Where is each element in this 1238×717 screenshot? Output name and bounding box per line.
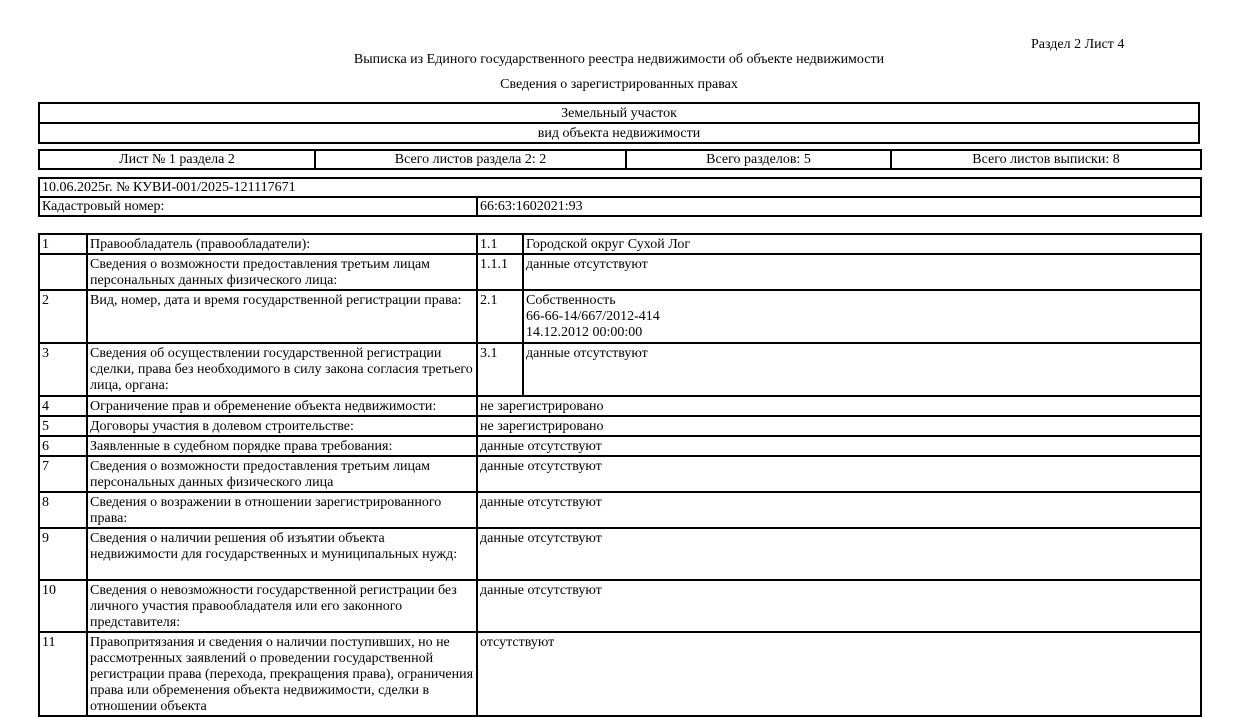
document-subtitle: Сведения о зарегистрированных правах xyxy=(500,77,738,92)
row-number: 2 xyxy=(39,290,87,343)
row-label: Сведения о возражении в отношении зарегистрированного права: xyxy=(87,492,477,528)
row-value: данные отсутствуют xyxy=(477,528,1201,580)
row-subnumber: 1.1.1 xyxy=(477,254,523,290)
registration-number: 66-66-14/667/2012-414 xyxy=(526,309,660,324)
cadastral-label: Кадастровый номер: xyxy=(39,197,477,216)
row-label: Сведения о наличии решения об изъятии объекта недвижимости для государственных и муниципальных нужд: xyxy=(87,528,477,580)
row-number xyxy=(39,254,87,290)
table-row xyxy=(39,528,1201,580)
right-type: Собственность xyxy=(526,293,616,308)
row-subnumber: 2.1 xyxy=(477,290,523,343)
total-sections: Всего разделов: 5 xyxy=(626,150,891,169)
cadastral-number: 66:63:1602021:93 xyxy=(477,197,1201,216)
table-row xyxy=(39,254,1201,290)
row-number: 11 xyxy=(39,632,87,716)
row-label: Сведения об осуществлении государственной регистрации сделки, права без необходимого в силу закона согласия третьего лица, органа: xyxy=(87,343,477,396)
total-section-sheets: Всего листов раздела 2: 2 xyxy=(315,150,626,169)
sheet-number: Лист № 1 раздела 2 xyxy=(39,150,315,169)
row-number: 1 xyxy=(39,234,87,254)
table-row xyxy=(39,436,1201,456)
registration-datetime: 14.12.2012 00:00:00 xyxy=(526,325,643,340)
cadastral-table xyxy=(38,177,1202,217)
row-label: Сведения о возможности предоставления третьим лицам персональных данных физического лица: xyxy=(87,254,477,290)
row-value: данные отсутствуют xyxy=(477,492,1201,528)
row-value: данные отсутствуют xyxy=(477,580,1201,632)
row-label: Сведения о невозможности государственной регистрации без личного участия правообладателя или его законного представителя: xyxy=(87,580,477,632)
object-type-table xyxy=(38,102,1200,144)
table-row xyxy=(39,456,1201,492)
sheets-info-table xyxy=(38,149,1202,170)
row-subnumber: 1.1 xyxy=(477,234,523,254)
row-value: Городской округ Сухой Лог xyxy=(523,234,1201,254)
row-label: Ограничение прав и обременение объекта недвижимости: xyxy=(87,396,477,416)
table-row xyxy=(39,343,1201,396)
row-value: отсутствуют xyxy=(477,632,1201,716)
row-label: Правопритязания и сведения о наличии поступивших, но не рассмотренных заявлений о проведении государственной регистрации права (перехода, прекращения права), ограничения права или обременения объекта недвижимости, сделки в отношении объекта xyxy=(87,632,477,716)
row-number: 4 xyxy=(39,396,87,416)
row-label: Правообладатель (правообладатели): xyxy=(87,234,477,254)
row-number: 9 xyxy=(39,528,87,580)
section-sheet-label: Раздел 2 Лист 4 xyxy=(1031,37,1125,52)
row-value: данные отсутствуют xyxy=(523,343,1201,396)
row-subnumber: 3.1 xyxy=(477,343,523,396)
object-kind-label: вид объекта недвижимости xyxy=(39,123,1199,143)
table-row xyxy=(39,396,1201,416)
table-row xyxy=(39,290,1201,343)
row-number: 7 xyxy=(39,456,87,492)
row-value: данные отсутствуют xyxy=(477,436,1201,456)
object-name: Земельный участок xyxy=(39,103,1199,123)
date-number: 10.06.2025г. № КУВИ-001/2025-121117671 xyxy=(39,178,1201,197)
row-number: 8 xyxy=(39,492,87,528)
table-row xyxy=(39,416,1201,436)
total-extract-sheets: Всего листов выписки: 8 xyxy=(891,150,1201,169)
rights-table xyxy=(38,233,1202,717)
row-number: 3 xyxy=(39,343,87,396)
table-row xyxy=(39,632,1201,716)
table-row xyxy=(39,580,1201,632)
table-row xyxy=(39,492,1201,528)
row-label: Заявленные в судебном порядке права требования: xyxy=(87,436,477,456)
row-number: 6 xyxy=(39,436,87,456)
row-value: данные отсутствуют xyxy=(523,254,1201,290)
document-title: Выписка из Единого государственного реестра недвижимости об объекте недвижимости xyxy=(353,52,885,67)
row-number: 10 xyxy=(39,580,87,632)
row-label: Вид, номер, дата и время государственной регистрации права: xyxy=(87,290,477,343)
row-label: Сведения о возможности предоставления третьим лицам персональных данных физического лица xyxy=(87,456,477,492)
row-value: не зарегистрировано xyxy=(477,416,1201,436)
table-row xyxy=(39,234,1201,254)
row-value xyxy=(523,290,1201,343)
row-value: не зарегистрировано xyxy=(477,396,1201,416)
row-label: Договоры участия в долевом строительстве: xyxy=(87,416,477,436)
row-value: данные отсутствуют xyxy=(477,456,1201,492)
row-number: 5 xyxy=(39,416,87,436)
